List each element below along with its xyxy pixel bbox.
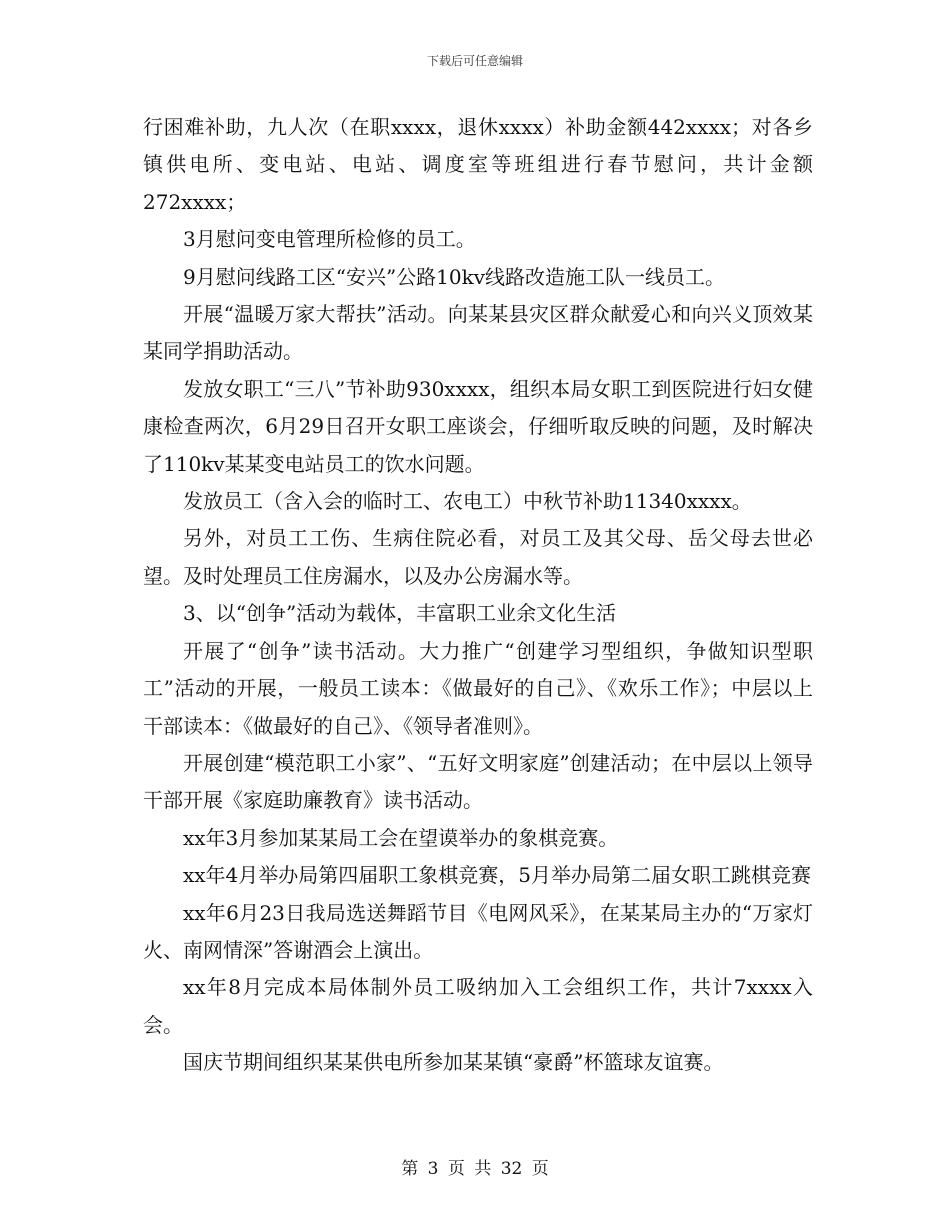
paragraph-13: xx年6月23日我局选送舞蹈节目《电网风采》，在某某局主办的“万家灯火、南网情深”答谢酒会上演出。	[143, 900, 813, 962]
paragraph-2: 3月慰问变电管理所检修的员工。	[183, 227, 476, 252]
paragraph-10: 开展创建“模范职工小家”、“五好文明家庭”创建活动；在中层以上领导干部开展《家庭助廉教育》读书活动。	[143, 750, 813, 813]
paragraph-11: xx年3月参加某某局工会在望谟举办的象棋竞赛。	[183, 825, 619, 850]
paragraph-7: 另外，对员工工伤、生病住院必看，对员工及其父母、岳父母去世必望。及时处理员工住房漏水，以及办公房漏水等。	[143, 526, 813, 588]
section-heading: 3、以“创争”活动为载体，丰富职工业余文化生活	[183, 601, 617, 626]
paragraph-4: 开展“温暖万家大帮扶”活动。向某某县灾区群众献爱心和向兴义顶效某某同学捐助活动。	[143, 302, 813, 364]
page-header: 下载后可任意编辑	[426, 54, 523, 68]
paragraph-9: 开展了“创争”读书活动。大力推广“创建学习型组织，争做知识型职工”活动的开展，一般员工读本：《做最好的自己》、《欢乐工作》；中层以上干部读本：《做最好的自己》、《领导者准则》。	[143, 638, 813, 738]
paragraph-12: xx年4月举办局第四届职工象棋竞赛，5月举办局第二届女职工跳棋竞赛	[183, 863, 812, 888]
paragraph-3: 9月慰问线路工区“安兴”公路10kv线路改造施工队一线员工。	[183, 264, 726, 289]
page-number-footer: 第 3 页 共 32 页	[401, 1159, 549, 1179]
paragraph-1: 行困难补助，九人次（在职xxxx，退休xxxx）补助金额442xxxx；对各乡镇供电所、变电站、电站、调度室等班组进行春节慰问，共计金额272xxxx；	[143, 115, 813, 214]
document-body	[143, 109, 813, 1082]
paragraph-6: 发放员工（含入会的临时工、农电工）中秋节补助11340xxxx。	[183, 489, 752, 514]
paragraph-14: xx年8月完成本局体制外员工吸纳加入工会组织工作，共计7xxxx入会。	[143, 975, 813, 1037]
paragraph-5: 发放女职工“三八”节补助930xxxx，组织本局女职工到医院进行妇女健康检查两次，6月29日召开女职工座谈会，仔细听取反映的问题，及时解决了110kv某某变电站员工的饮水问题。	[143, 376, 813, 476]
paragraph-15: 国庆节期间组织某某供电所参加某某镇“豪爵”杯篮球友谊赛。	[183, 1050, 724, 1075]
